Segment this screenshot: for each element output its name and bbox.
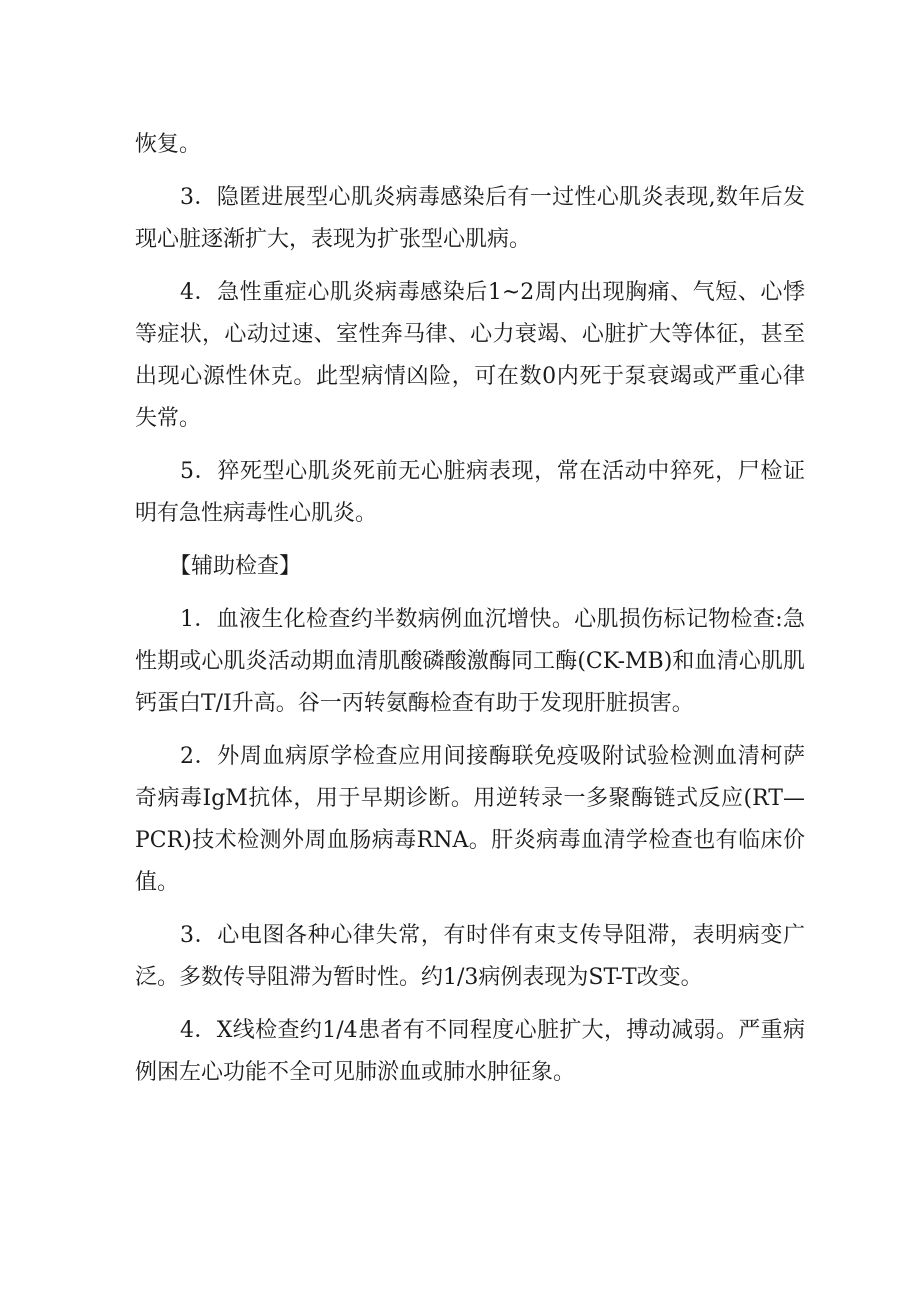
paragraph-recovery-continuation: 恢复。 <box>135 132 202 157</box>
paragraph-exam-2: 2．外周血病原学检查应用间接酶联免疫吸附试验检测血清柯萨奇病毒IgM抗体，用于早期诊断。用逆转录一多聚酶链式反应(RT—PCR)技术检测外周血肠病毒RNA。肝炎病毒血清学检查也有临床价值。 <box>135 744 805 895</box>
paragraph-type-3: 3．隐匿进展型心肌炎病毒感染后有一过性心肌炎表现,数年后发现心脏逐渐扩大，表现为扩张型心肌病。 <box>135 185 805 252</box>
paragraph-type-5: 5．猝死型心肌炎死前无心脏病表现，常在活动中猝死，尸检证明有急性病毒性心肌炎。 <box>135 459 805 526</box>
paragraph-exam-4: 4．X线检查约1/4患者有不同程度心脏扩大，搏动减弱。严重病例困左心功能不全可见肺淤血或肺水肿征象。 <box>135 1018 805 1085</box>
paragraph-type-4: 4．急性重症心肌炎病毒感染后1~2周内出现胸痛、气短、心悸等症状，心动过速、室性奔马律、心力衰竭、心脏扩大等体征，甚至出现心源性休克。此型病情凶险，可在数0内死于泵衰竭或严重心律失常。 <box>135 280 805 431</box>
section-heading-auxiliary-exams: 【辅助检查】 <box>169 554 302 579</box>
paragraph-exam-3: 3．心电图各种心律失常，有时伴有束支传导阻滞，表明病变广泛。多数传导阻滞为暂时性。约1/3病例表现为ST-T改变。 <box>135 923 805 990</box>
document-body <box>135 124 805 1105</box>
paragraph-exam-1: 1．血液生化检查约半数病例血沉增快。心肌损伤标记物检查:急性期或心肌炎活动期血清肌酸磷酸激酶同工酶(CK-MB)和血清心肌肌钙蛋白T/I升高。谷一丙转氨酶检查有助于发现肝脏损害。 <box>135 607 805 716</box>
